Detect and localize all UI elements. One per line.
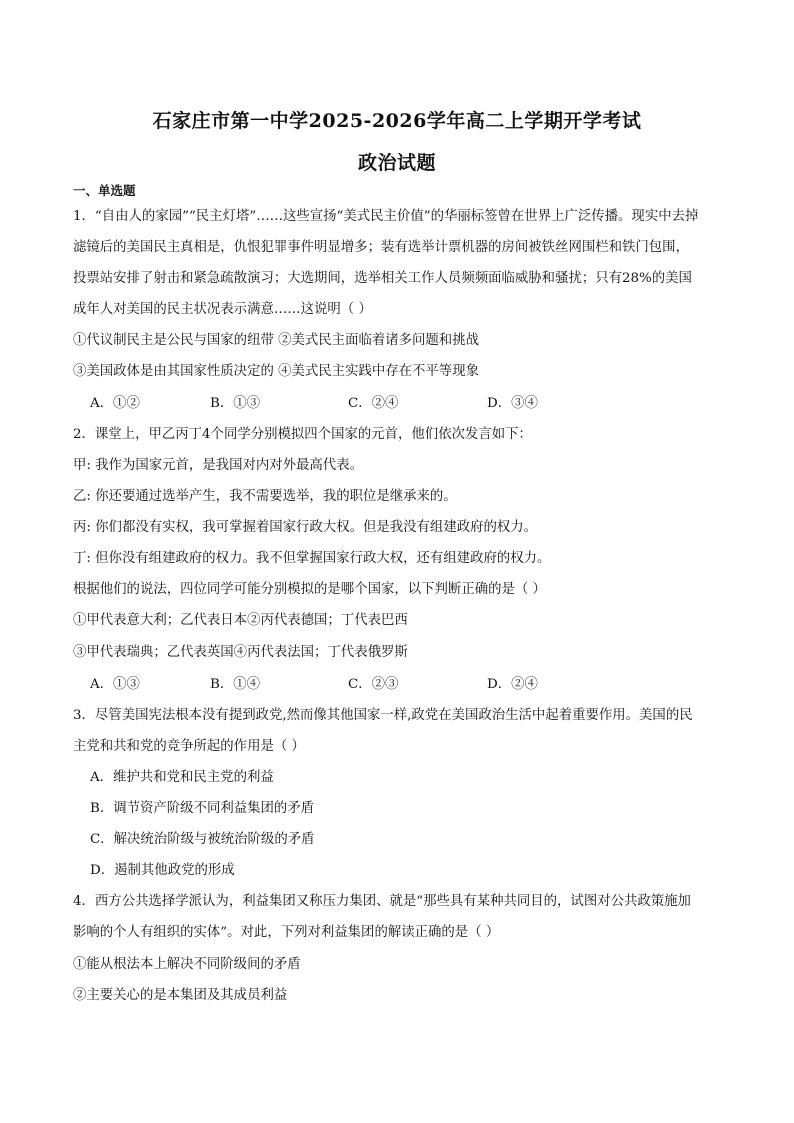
q4-line-2: 影响的个人有组织的实体”。对此，下列对利益集团的解读正确的是（ ） <box>73 925 500 940</box>
q1-statement-2: ③美国政体是由其国家性质决定的 ④美式民主实践中存在不平等现象 <box>73 364 479 379</box>
q4-line-1: 4．西方公共选择学派认为，利益集团又称压力集团、就是“那些具有某种共同目的，试图对公共政策施加 <box>73 894 691 909</box>
q2-statement-1: ①甲代表意大利；乙代表日本②丙代表德国；丁代表巴西 <box>73 613 408 628</box>
q1-line-1: 1．“自由人的家园”“民主灯塔”……这些宣扬“美式民主价值”的华丽标签曾在世界上广泛传播。现实中去掉 <box>73 209 699 224</box>
exam-subtitle: 政治试题 <box>357 152 436 174</box>
section-heading: 一、单选题 <box>73 183 136 198</box>
q1-option-d[interactable]: D．③④ <box>487 396 538 411</box>
q2-statement-2: ③甲代表瑞典；乙代表英国④丙代表法国；丁代表俄罗斯 <box>73 645 408 660</box>
q2-line-5: 丁: 但你没有组建政府的权力。我不但掌握国家行政大权，还有组建政府的权力。 <box>73 551 551 566</box>
q1-option-c[interactable]: C．②④ <box>348 396 399 411</box>
q1-line-2: 滤镜后的美国民主真相是，仇恨犯罪事件明显增多；装有选举计票机器的房间被铁丝网围栏和铁门包围， <box>73 240 689 255</box>
q2-option-c[interactable]: C．②③ <box>348 677 399 692</box>
q1-line-4: 成年人对美国的民主状况表示满意……这说明（ ） <box>73 302 372 317</box>
q4-statement-2: ②主要关心的是本集团及其成员利益 <box>73 988 288 1003</box>
q3-option-a[interactable]: A．维护共和党和民主党的利益 <box>90 770 274 785</box>
q1-line-3: 投票站安排了射击和紧急疏散演习；大选期间，选举相关工作人员频频面临威胁和骚扰；只有28%的美国 <box>73 271 692 286</box>
q1-option-a[interactable]: A．①② <box>90 396 140 411</box>
q3-option-b[interactable]: B．调节资产阶级不同利益集团的矛盾 <box>90 801 315 816</box>
exam-title: 石家庄市第一中学2025-2026学年高二上学期开学考试 <box>152 110 642 132</box>
q2-line-2: 甲: 我作为国家元首，是我国对内对外最高代表。 <box>73 458 363 473</box>
q2-option-b[interactable]: B．①④ <box>210 677 261 692</box>
q3-line-2: 主党和共和党的竞争所起的作用是（ ） <box>73 739 305 754</box>
q2-line-1: 2．课堂上，甲乙丙丁4个同学分别模拟四个国家的元首，他们依次发言如下： <box>73 427 532 442</box>
q2-option-d[interactable]: D．②④ <box>487 677 538 692</box>
q2-option-a[interactable]: A．①③ <box>90 677 140 692</box>
q3-option-d[interactable]: D．遏制其他政党的形成 <box>90 863 235 878</box>
q2-line-6: 根据他们的说法，四位同学可能分别模拟的是哪个国家，以下判断正确的是（ ） <box>73 582 546 597</box>
q3-line-1: 3．尽管美国宪法根本没有提到政党,然而像其他国家一样,政党在美国政治生活中起着重要作用。美国的民 <box>73 708 693 723</box>
q1-option-b[interactable]: B．①③ <box>210 396 261 411</box>
q2-line-3: 乙: 你还要通过选举产生，我不需要选举，我的职位是继承来的。 <box>73 489 457 504</box>
q2-line-4: 丙: 你们都没有实权，我可掌握着国家行政大权。但是我没有组建政府的权力。 <box>73 520 538 535</box>
q3-option-c[interactable]: C．解决统治阶级与被统治阶级的矛盾 <box>90 832 315 847</box>
q4-statement-1: ①能从根法本上解决不同阶级间的矛盾 <box>73 957 301 972</box>
q1-statement-1: ①代议制民主是公民与国家的纽带 ②美式民主面临着诸多问题和挑战 <box>73 333 479 348</box>
